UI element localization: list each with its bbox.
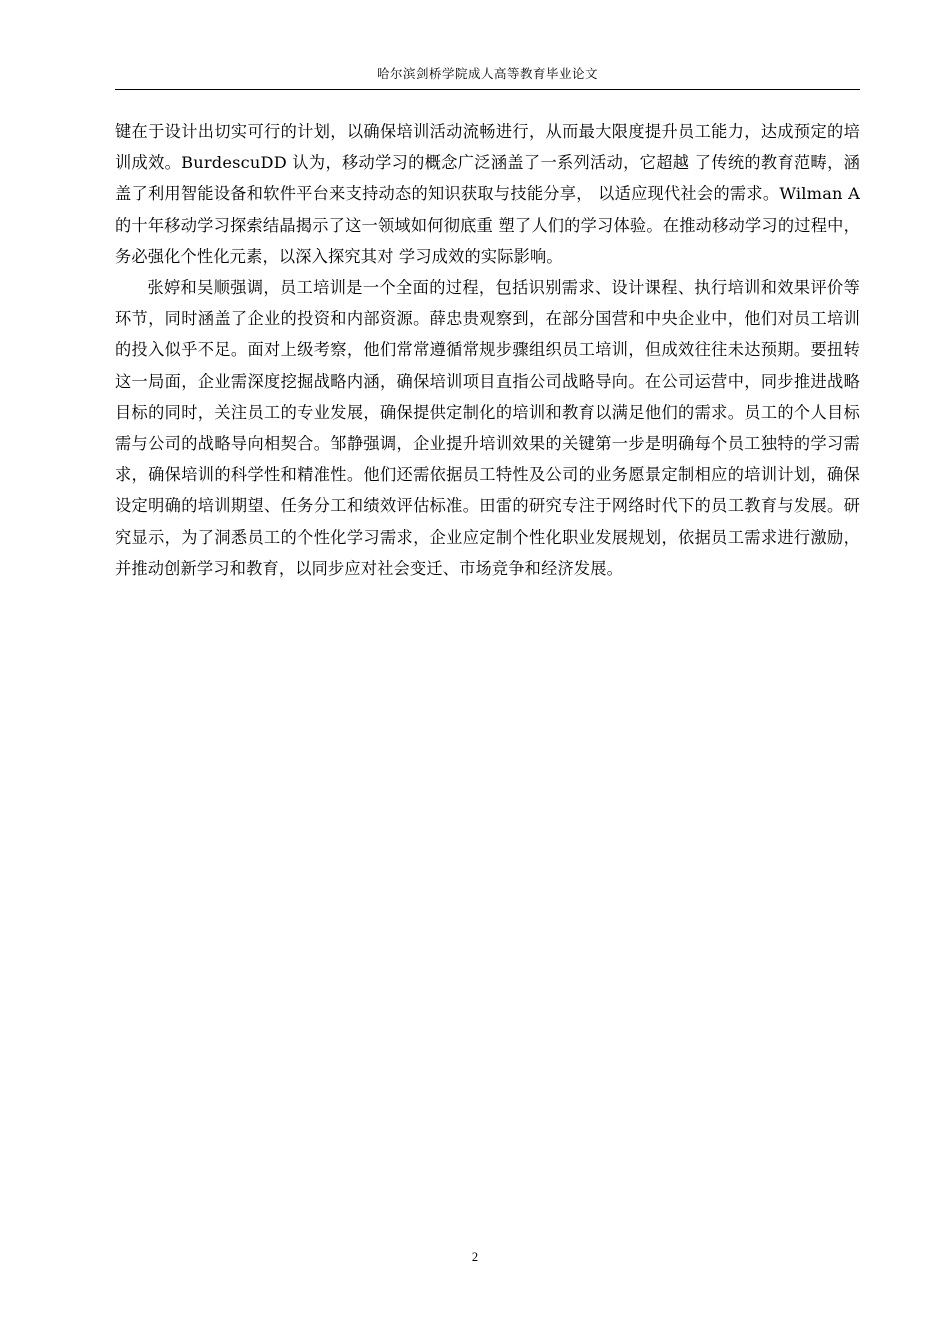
page-header [115,64,860,90]
paragraph-continued: 键在于设计出切实可行的计划，以确保培训活动流畅进行，从而最大限度提升员工能力，达成预定的培训成效。BurdescuDD 认为，移动学习的概念广泛涵盖了一系列活动，它超越 了传统的教育范畴，涵盖了利用智能设备和软件平台来支持动态的知识获取与技能分享， 以适应现代社会的需求。Wilman A 的十年移动学习探索结晶揭示了这一领域如何彻底重 塑了人们的学习体验。在推动移动学习的过程中，务必强化个性化元素，以深入探究其对 学习成效的实际影响。 [115,122,860,266]
page-number: 2 [471,1250,479,1264]
paragraph-employee-training: 张婷和吴顺强调，员工培训是一个全面的过程，包括识别需求、设计课程、执行培训和效果评价等环节，同时涵盖了企业的投资和内部资源。薛忠贵观察到，在部分国营和中央企业中，他们对员工培训的投入似乎不足。面对上级考察，他们常常遵循常规步骤组织员工培训，但成效往往未达预期。要扭转这一局面，企业需深度挖掘战略内涵，确保培训项目直指公司战略导向。在公司运营中，同步推进战略目标的同时，关注员工的专业发展，确保提供定制化的培训和教育以满足他们的需求。员工的个人目标需与公司的战略导向相契合。邹静强调，企业提升培训效果的关键第一步是明确每个员工独特的学习需求，确保培训的科学性和精准性。他们还需依据员工特性及公司的业务愿景定制相应的培训计划，确保设定明确的培训期望、任务分工和绩效评估标准。田雷的研究专注于网络时代下的员工教育与发展。研究显示，为了洞悉员工的个性化学习需求，企业应定制个性化职业发展规划，依据员工需求进行激励，并推动创新学习和教育，以同步应对社会变迁、市场竞争和经济发展。 [115,278,860,578]
header-title: 哈尔滨剑桥学院成人高等教育毕业论文 [376,66,598,81]
body-text [115,116,860,584]
